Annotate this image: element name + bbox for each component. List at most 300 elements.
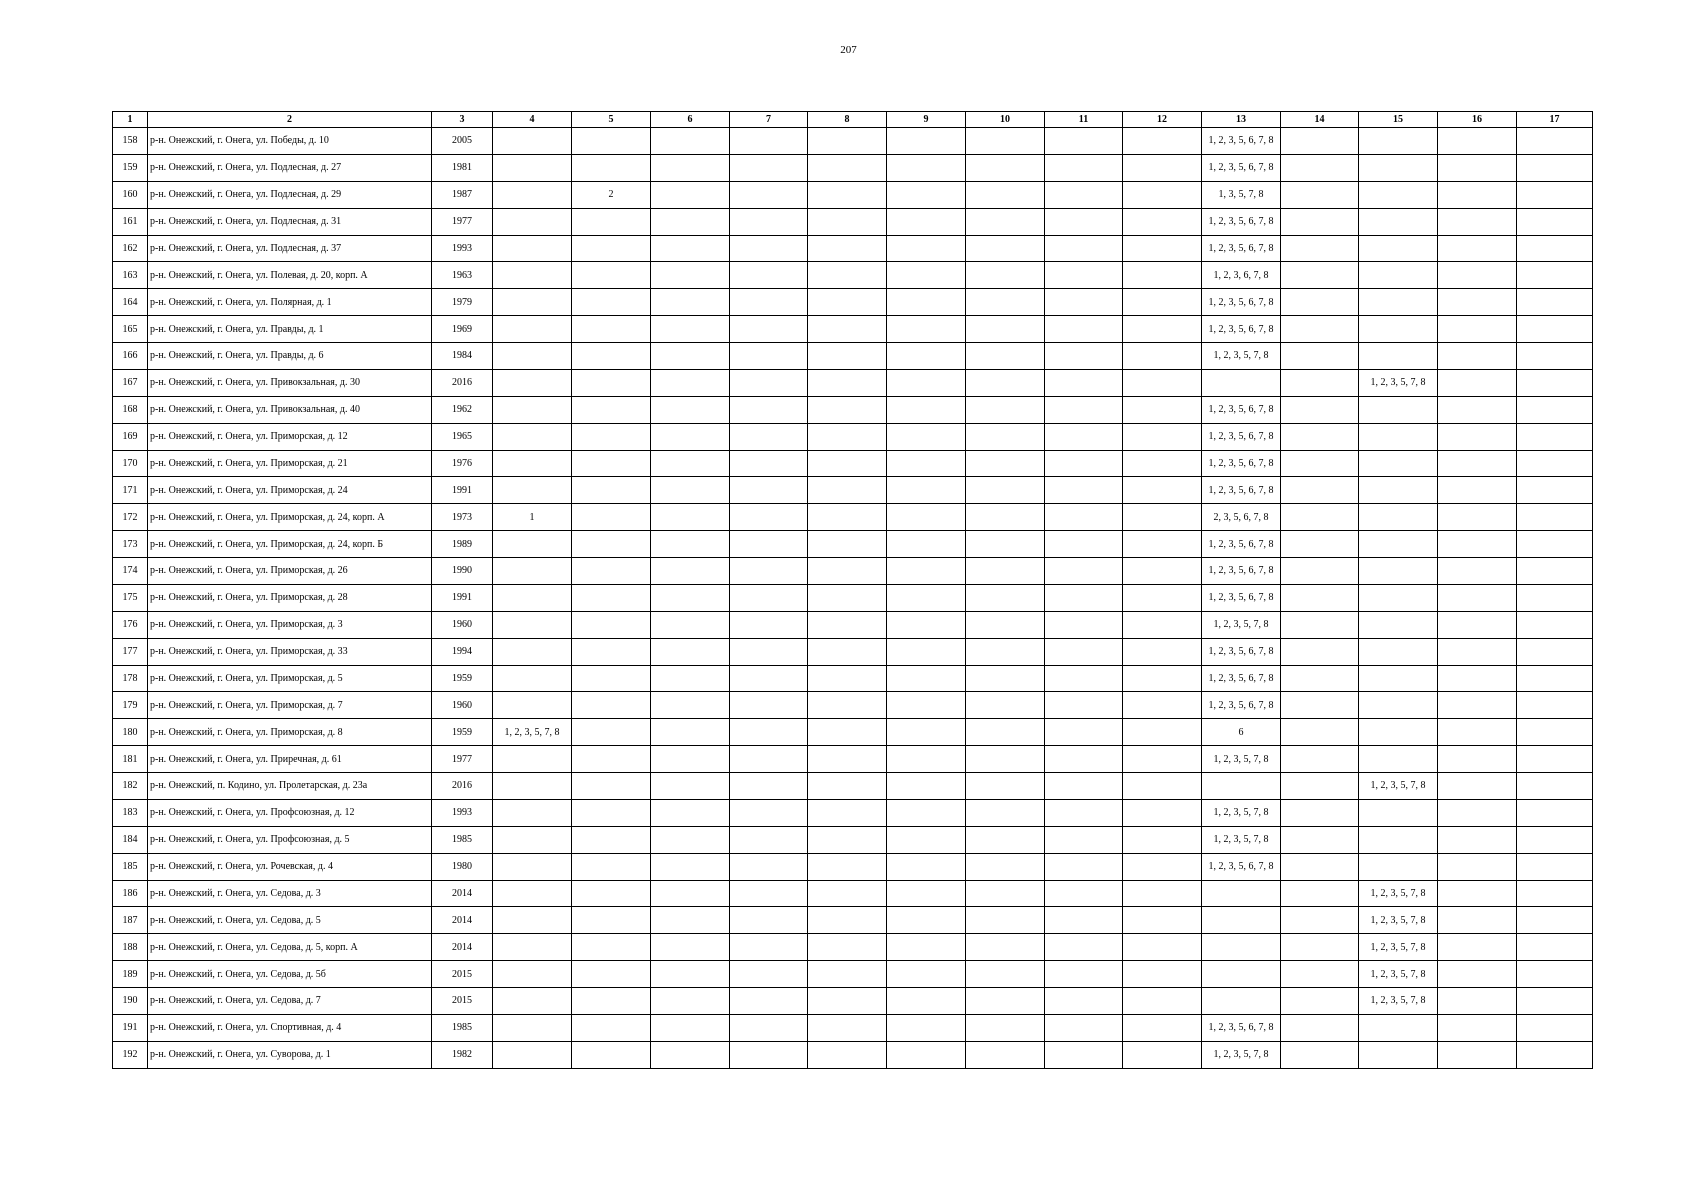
col-7-cell: [730, 719, 808, 746]
address-cell: р-н. Онежский, г. Онега, ул. Победы, д. 10: [148, 128, 432, 155]
col-17-cell: [1517, 1014, 1593, 1041]
col-15-cell: [1359, 504, 1438, 531]
col-7-cell: [730, 316, 808, 343]
col-8-cell: [808, 128, 887, 155]
col-4-cell: [493, 1014, 572, 1041]
col-12-cell: [1123, 154, 1202, 181]
col-8-cell: [808, 154, 887, 181]
col-14-cell: [1281, 396, 1359, 423]
address-cell: р-н. Онежский, г. Онега, ул. Приморская, д. 12: [148, 423, 432, 450]
col-15-cell: [1359, 477, 1438, 504]
col-10-cell: [966, 450, 1045, 477]
col-4-cell: [493, 262, 572, 289]
row-number-cell: 188: [113, 934, 148, 961]
col-8-cell: [808, 988, 887, 1015]
col-10-cell: [966, 154, 1045, 181]
col-4-cell: [493, 477, 572, 504]
col-7-cell: [730, 1014, 808, 1041]
col-4-cell: [493, 611, 572, 638]
col-4-cell: 1: [493, 504, 572, 531]
col-7-cell: [730, 369, 808, 396]
col-17-cell: [1517, 1041, 1593, 1068]
col-7-cell: [730, 934, 808, 961]
col-17-cell: [1517, 880, 1593, 907]
col-10-cell: [966, 799, 1045, 826]
col-17-cell: [1517, 907, 1593, 934]
col-8-cell: [808, 961, 887, 988]
col-4-cell: [493, 692, 572, 719]
col-16-cell: [1438, 208, 1517, 235]
col-16-cell: [1438, 450, 1517, 477]
table-row: [113, 369, 1593, 396]
col-7-cell: [730, 343, 808, 370]
col-8-cell: [808, 369, 887, 396]
col-6-cell: [651, 692, 730, 719]
col-13-cell: [1202, 961, 1281, 988]
row-number-cell: 163: [113, 262, 148, 289]
col-13-cell: 1, 2, 3, 5, 6, 7, 8: [1202, 1014, 1281, 1041]
row-number-cell: 173: [113, 531, 148, 558]
col-6-cell: [651, 423, 730, 450]
col-12-cell: [1123, 826, 1202, 853]
year-cell: 1993: [432, 235, 493, 262]
col-4-cell: [493, 128, 572, 155]
col-9-cell: [887, 154, 966, 181]
table-row: [113, 154, 1593, 181]
col-6-cell: [651, 988, 730, 1015]
col-15-cell: [1359, 154, 1438, 181]
row-number-cell: 179: [113, 692, 148, 719]
table-row: [113, 934, 1593, 961]
row-number-cell: 176: [113, 611, 148, 638]
col-10-cell: [966, 396, 1045, 423]
col-5-cell: [572, 343, 651, 370]
col-13-cell: [1202, 988, 1281, 1015]
col-15-cell: [1359, 450, 1438, 477]
col-17-cell: [1517, 423, 1593, 450]
row-number-cell: 177: [113, 638, 148, 665]
address-cell: р-н. Онежский, г. Онега, ул. Подлесная, д. 29: [148, 181, 432, 208]
col-15-cell: 1, 2, 3, 5, 7, 8: [1359, 773, 1438, 800]
address-cell: р-н. Онежский, г. Онега, ул. Приречная, д. 61: [148, 746, 432, 773]
col-10-cell: [966, 477, 1045, 504]
col-4-cell: [493, 584, 572, 611]
col-15-cell: [1359, 584, 1438, 611]
column-header: 16: [1438, 112, 1517, 128]
address-cell: р-н. Онежский, г. Онега, ул. Подлесная, д. 27: [148, 154, 432, 181]
col-13-cell: 1, 2, 3, 5, 7, 8: [1202, 611, 1281, 638]
col-16-cell: [1438, 853, 1517, 880]
col-5-cell: [572, 773, 651, 800]
col-15-cell: [1359, 531, 1438, 558]
row-number-cell: 175: [113, 584, 148, 611]
col-9-cell: [887, 638, 966, 665]
col-15-cell: [1359, 692, 1438, 719]
col-6-cell: [651, 799, 730, 826]
col-10-cell: [966, 692, 1045, 719]
col-12-cell: [1123, 289, 1202, 316]
col-10-cell: [966, 988, 1045, 1015]
year-cell: 2016: [432, 773, 493, 800]
col-16-cell: [1438, 692, 1517, 719]
col-12-cell: [1123, 665, 1202, 692]
col-11-cell: [1045, 907, 1123, 934]
col-11-cell: [1045, 584, 1123, 611]
col-9-cell: [887, 880, 966, 907]
col-8-cell: [808, 934, 887, 961]
row-number-cell: 164: [113, 289, 148, 316]
col-4-cell: [493, 988, 572, 1015]
col-6-cell: [651, 235, 730, 262]
col-12-cell: [1123, 773, 1202, 800]
address-cell: р-н. Онежский, г. Онега, ул. Приморская, д. 26: [148, 558, 432, 585]
col-9-cell: [887, 719, 966, 746]
table-row: [113, 504, 1593, 531]
col-12-cell: [1123, 611, 1202, 638]
year-cell: 1973: [432, 504, 493, 531]
col-5-cell: [572, 423, 651, 450]
year-cell: 1987: [432, 181, 493, 208]
col-16-cell: [1438, 584, 1517, 611]
col-13-cell: 1, 2, 3, 5, 6, 7, 8: [1202, 423, 1281, 450]
col-14-cell: [1281, 235, 1359, 262]
col-8-cell: [808, 773, 887, 800]
col-8-cell: [808, 880, 887, 907]
col-10-cell: [966, 853, 1045, 880]
col-12-cell: [1123, 558, 1202, 585]
col-13-cell: 1, 2, 3, 5, 6, 7, 8: [1202, 665, 1281, 692]
year-cell: 1991: [432, 477, 493, 504]
col-11-cell: [1045, 423, 1123, 450]
col-10-cell: [966, 262, 1045, 289]
col-14-cell: [1281, 208, 1359, 235]
col-12-cell: [1123, 719, 1202, 746]
col-15-cell: [1359, 208, 1438, 235]
col-15-cell: [1359, 558, 1438, 585]
col-6-cell: [651, 531, 730, 558]
col-8-cell: [808, 907, 887, 934]
col-17-cell: [1517, 853, 1593, 880]
col-8-cell: [808, 692, 887, 719]
col-16-cell: [1438, 1014, 1517, 1041]
col-15-cell: 1, 2, 3, 5, 7, 8: [1359, 907, 1438, 934]
col-7-cell: [730, 961, 808, 988]
col-17-cell: [1517, 343, 1593, 370]
year-cell: 1960: [432, 692, 493, 719]
row-number-cell: 187: [113, 907, 148, 934]
col-8-cell: [808, 450, 887, 477]
col-12-cell: [1123, 907, 1202, 934]
housing-register-table: [112, 111, 1593, 1069]
row-number-cell: 185: [113, 853, 148, 880]
table-row: [113, 746, 1593, 773]
table-row: [113, 584, 1593, 611]
row-number-cell: 189: [113, 961, 148, 988]
address-cell: р-н. Онежский, г. Онега, ул. Правды, д. 6: [148, 343, 432, 370]
col-8-cell: [808, 853, 887, 880]
col-16-cell: [1438, 907, 1517, 934]
col-5-cell: [572, 504, 651, 531]
table-row: [113, 853, 1593, 880]
col-10-cell: [966, 558, 1045, 585]
table-row: [113, 289, 1593, 316]
col-16-cell: [1438, 316, 1517, 343]
address-cell: р-н. Онежский, г. Онега, ул. Приморская, д. 3: [148, 611, 432, 638]
col-6-cell: [651, 208, 730, 235]
year-cell: 2014: [432, 880, 493, 907]
col-17-cell: [1517, 638, 1593, 665]
col-12-cell: [1123, 531, 1202, 558]
col-4-cell: [493, 907, 572, 934]
year-cell: 1979: [432, 289, 493, 316]
col-11-cell: [1045, 934, 1123, 961]
row-number-cell: 168: [113, 396, 148, 423]
col-4-cell: [493, 826, 572, 853]
address-cell: р-н. Онежский, г. Онега, ул. Приморская, д. 7: [148, 692, 432, 719]
col-15-cell: [1359, 611, 1438, 638]
table-row: [113, 343, 1593, 370]
col-7-cell: [730, 289, 808, 316]
col-14-cell: [1281, 799, 1359, 826]
col-12-cell: [1123, 423, 1202, 450]
col-5-cell: [572, 584, 651, 611]
col-17-cell: [1517, 558, 1593, 585]
col-7-cell: [730, 611, 808, 638]
col-5-cell: [572, 692, 651, 719]
year-cell: 1977: [432, 746, 493, 773]
col-10-cell: [966, 1014, 1045, 1041]
col-13-cell: 2, 3, 5, 6, 7, 8: [1202, 504, 1281, 531]
col-12-cell: [1123, 988, 1202, 1015]
col-15-cell: 1, 2, 3, 5, 7, 8: [1359, 961, 1438, 988]
col-7-cell: [730, 665, 808, 692]
col-15-cell: [1359, 128, 1438, 155]
col-9-cell: [887, 262, 966, 289]
col-14-cell: [1281, 1041, 1359, 1068]
col-14-cell: [1281, 988, 1359, 1015]
col-10-cell: [966, 504, 1045, 531]
column-header: 9: [887, 112, 966, 128]
col-5-cell: [572, 611, 651, 638]
col-7-cell: [730, 773, 808, 800]
address-cell: р-н. Онежский, г. Онега, ул. Спортивная, д. 4: [148, 1014, 432, 1041]
year-cell: 1991: [432, 584, 493, 611]
col-5-cell: [572, 799, 651, 826]
table-row: [113, 1041, 1593, 1068]
col-4-cell: [493, 208, 572, 235]
col-6-cell: [651, 611, 730, 638]
col-9-cell: [887, 1041, 966, 1068]
table-row: [113, 181, 1593, 208]
table-row: [113, 423, 1593, 450]
col-9-cell: [887, 934, 966, 961]
col-10-cell: [966, 531, 1045, 558]
col-10-cell: [966, 719, 1045, 746]
row-number-cell: 166: [113, 343, 148, 370]
col-13-cell: [1202, 934, 1281, 961]
col-5-cell: [572, 369, 651, 396]
row-number-cell: 184: [113, 826, 148, 853]
col-5-cell: [572, 154, 651, 181]
col-9-cell: [887, 773, 966, 800]
col-6-cell: [651, 773, 730, 800]
col-8-cell: [808, 262, 887, 289]
row-number-cell: 162: [113, 235, 148, 262]
header-row: [113, 112, 1593, 128]
col-15-cell: [1359, 262, 1438, 289]
col-6-cell: [651, 558, 730, 585]
address-cell: р-н. Онежский, г. Онега, ул. Рочевская, д. 4: [148, 853, 432, 880]
col-8-cell: [808, 504, 887, 531]
column-header: 6: [651, 112, 730, 128]
col-5-cell: [572, 638, 651, 665]
col-5-cell: [572, 558, 651, 585]
col-11-cell: [1045, 773, 1123, 800]
col-15-cell: [1359, 746, 1438, 773]
address-cell: р-н. Онежский, г. Онега, ул. Суворова, д. 1: [148, 1041, 432, 1068]
col-7-cell: [730, 423, 808, 450]
col-12-cell: [1123, 208, 1202, 235]
col-6-cell: [651, 934, 730, 961]
col-8-cell: [808, 235, 887, 262]
col-9-cell: [887, 853, 966, 880]
col-9-cell: [887, 692, 966, 719]
col-8-cell: [808, 208, 887, 235]
col-11-cell: [1045, 262, 1123, 289]
table-row: [113, 1014, 1593, 1041]
row-number-cell: 182: [113, 773, 148, 800]
col-10-cell: [966, 181, 1045, 208]
col-4-cell: [493, 450, 572, 477]
col-8-cell: [808, 343, 887, 370]
col-16-cell: [1438, 880, 1517, 907]
address-cell: р-н. Онежский, г. Онега, ул. Приморская, д. 24, корп. А: [148, 504, 432, 531]
col-13-cell: 1, 2, 3, 5, 6, 7, 8: [1202, 853, 1281, 880]
column-header: 11: [1045, 112, 1123, 128]
col-12-cell: [1123, 584, 1202, 611]
col-11-cell: [1045, 477, 1123, 504]
address-cell: р-н. Онежский, г. Онега, ул. Приморская, д. 8: [148, 719, 432, 746]
col-15-cell: [1359, 826, 1438, 853]
col-14-cell: [1281, 665, 1359, 692]
col-12-cell: [1123, 235, 1202, 262]
col-7-cell: [730, 504, 808, 531]
col-8-cell: [808, 826, 887, 853]
col-16-cell: [1438, 611, 1517, 638]
col-13-cell: 1, 3, 5, 7, 8: [1202, 181, 1281, 208]
col-14-cell: [1281, 128, 1359, 155]
col-13-cell: 1, 2, 3, 5, 6, 7, 8: [1202, 154, 1281, 181]
col-4-cell: [493, 235, 572, 262]
col-17-cell: [1517, 584, 1593, 611]
col-12-cell: [1123, 504, 1202, 531]
col-6-cell: [651, 719, 730, 746]
col-7-cell: [730, 154, 808, 181]
col-13-cell: 6: [1202, 719, 1281, 746]
col-4-cell: [493, 853, 572, 880]
col-12-cell: [1123, 450, 1202, 477]
col-11-cell: [1045, 343, 1123, 370]
col-11-cell: [1045, 504, 1123, 531]
address-cell: р-н. Онежский, г. Онега, ул. Седова, д. 5, корп. А: [148, 934, 432, 961]
col-4-cell: [493, 880, 572, 907]
col-5-cell: [572, 316, 651, 343]
table-row: [113, 208, 1593, 235]
col-14-cell: [1281, 961, 1359, 988]
year-cell: 2005: [432, 128, 493, 155]
col-9-cell: [887, 907, 966, 934]
col-14-cell: [1281, 181, 1359, 208]
table-row: [113, 611, 1593, 638]
col-10-cell: [966, 235, 1045, 262]
col-7-cell: [730, 181, 808, 208]
col-12-cell: [1123, 262, 1202, 289]
col-5-cell: [572, 289, 651, 316]
col-11-cell: [1045, 235, 1123, 262]
col-14-cell: [1281, 746, 1359, 773]
col-12-cell: [1123, 799, 1202, 826]
col-17-cell: [1517, 826, 1593, 853]
col-13-cell: 1, 2, 3, 5, 6, 7, 8: [1202, 450, 1281, 477]
col-4-cell: [493, 396, 572, 423]
col-10-cell: [966, 907, 1045, 934]
row-number-cell: 158: [113, 128, 148, 155]
col-4-cell: 1, 2, 3, 5, 7, 8: [493, 719, 572, 746]
col-9-cell: [887, 316, 966, 343]
col-11-cell: [1045, 289, 1123, 316]
col-13-cell: [1202, 773, 1281, 800]
col-14-cell: [1281, 584, 1359, 611]
col-4-cell: [493, 289, 572, 316]
col-11-cell: [1045, 961, 1123, 988]
col-17-cell: [1517, 262, 1593, 289]
col-13-cell: 1, 2, 3, 5, 7, 8: [1202, 826, 1281, 853]
col-17-cell: [1517, 181, 1593, 208]
col-8-cell: [808, 558, 887, 585]
col-10-cell: [966, 1041, 1045, 1068]
col-13-cell: [1202, 369, 1281, 396]
col-6-cell: [651, 369, 730, 396]
col-6-cell: [651, 880, 730, 907]
year-cell: 1993: [432, 799, 493, 826]
col-4-cell: [493, 638, 572, 665]
col-10-cell: [966, 208, 1045, 235]
col-7-cell: [730, 208, 808, 235]
col-17-cell: [1517, 369, 1593, 396]
col-7-cell: [730, 477, 808, 504]
address-cell: р-н. Онежский, г. Онега, ул. Приморская, д. 24: [148, 477, 432, 504]
col-13-cell: 1, 2, 3, 5, 6, 7, 8: [1202, 692, 1281, 719]
column-header: 15: [1359, 112, 1438, 128]
col-8-cell: [808, 799, 887, 826]
row-number-cell: 174: [113, 558, 148, 585]
col-9-cell: [887, 477, 966, 504]
col-7-cell: [730, 853, 808, 880]
col-7-cell: [730, 558, 808, 585]
col-8-cell: [808, 289, 887, 316]
col-14-cell: [1281, 773, 1359, 800]
row-number-cell: 169: [113, 423, 148, 450]
col-12-cell: [1123, 343, 1202, 370]
col-8-cell: [808, 638, 887, 665]
col-15-cell: [1359, 423, 1438, 450]
table-row: [113, 907, 1593, 934]
col-6-cell: [651, 262, 730, 289]
col-16-cell: [1438, 746, 1517, 773]
year-cell: 1960: [432, 611, 493, 638]
address-cell: р-н. Онежский, п. Кодино, ул. Пролетарская, д. 23а: [148, 773, 432, 800]
col-14-cell: [1281, 907, 1359, 934]
